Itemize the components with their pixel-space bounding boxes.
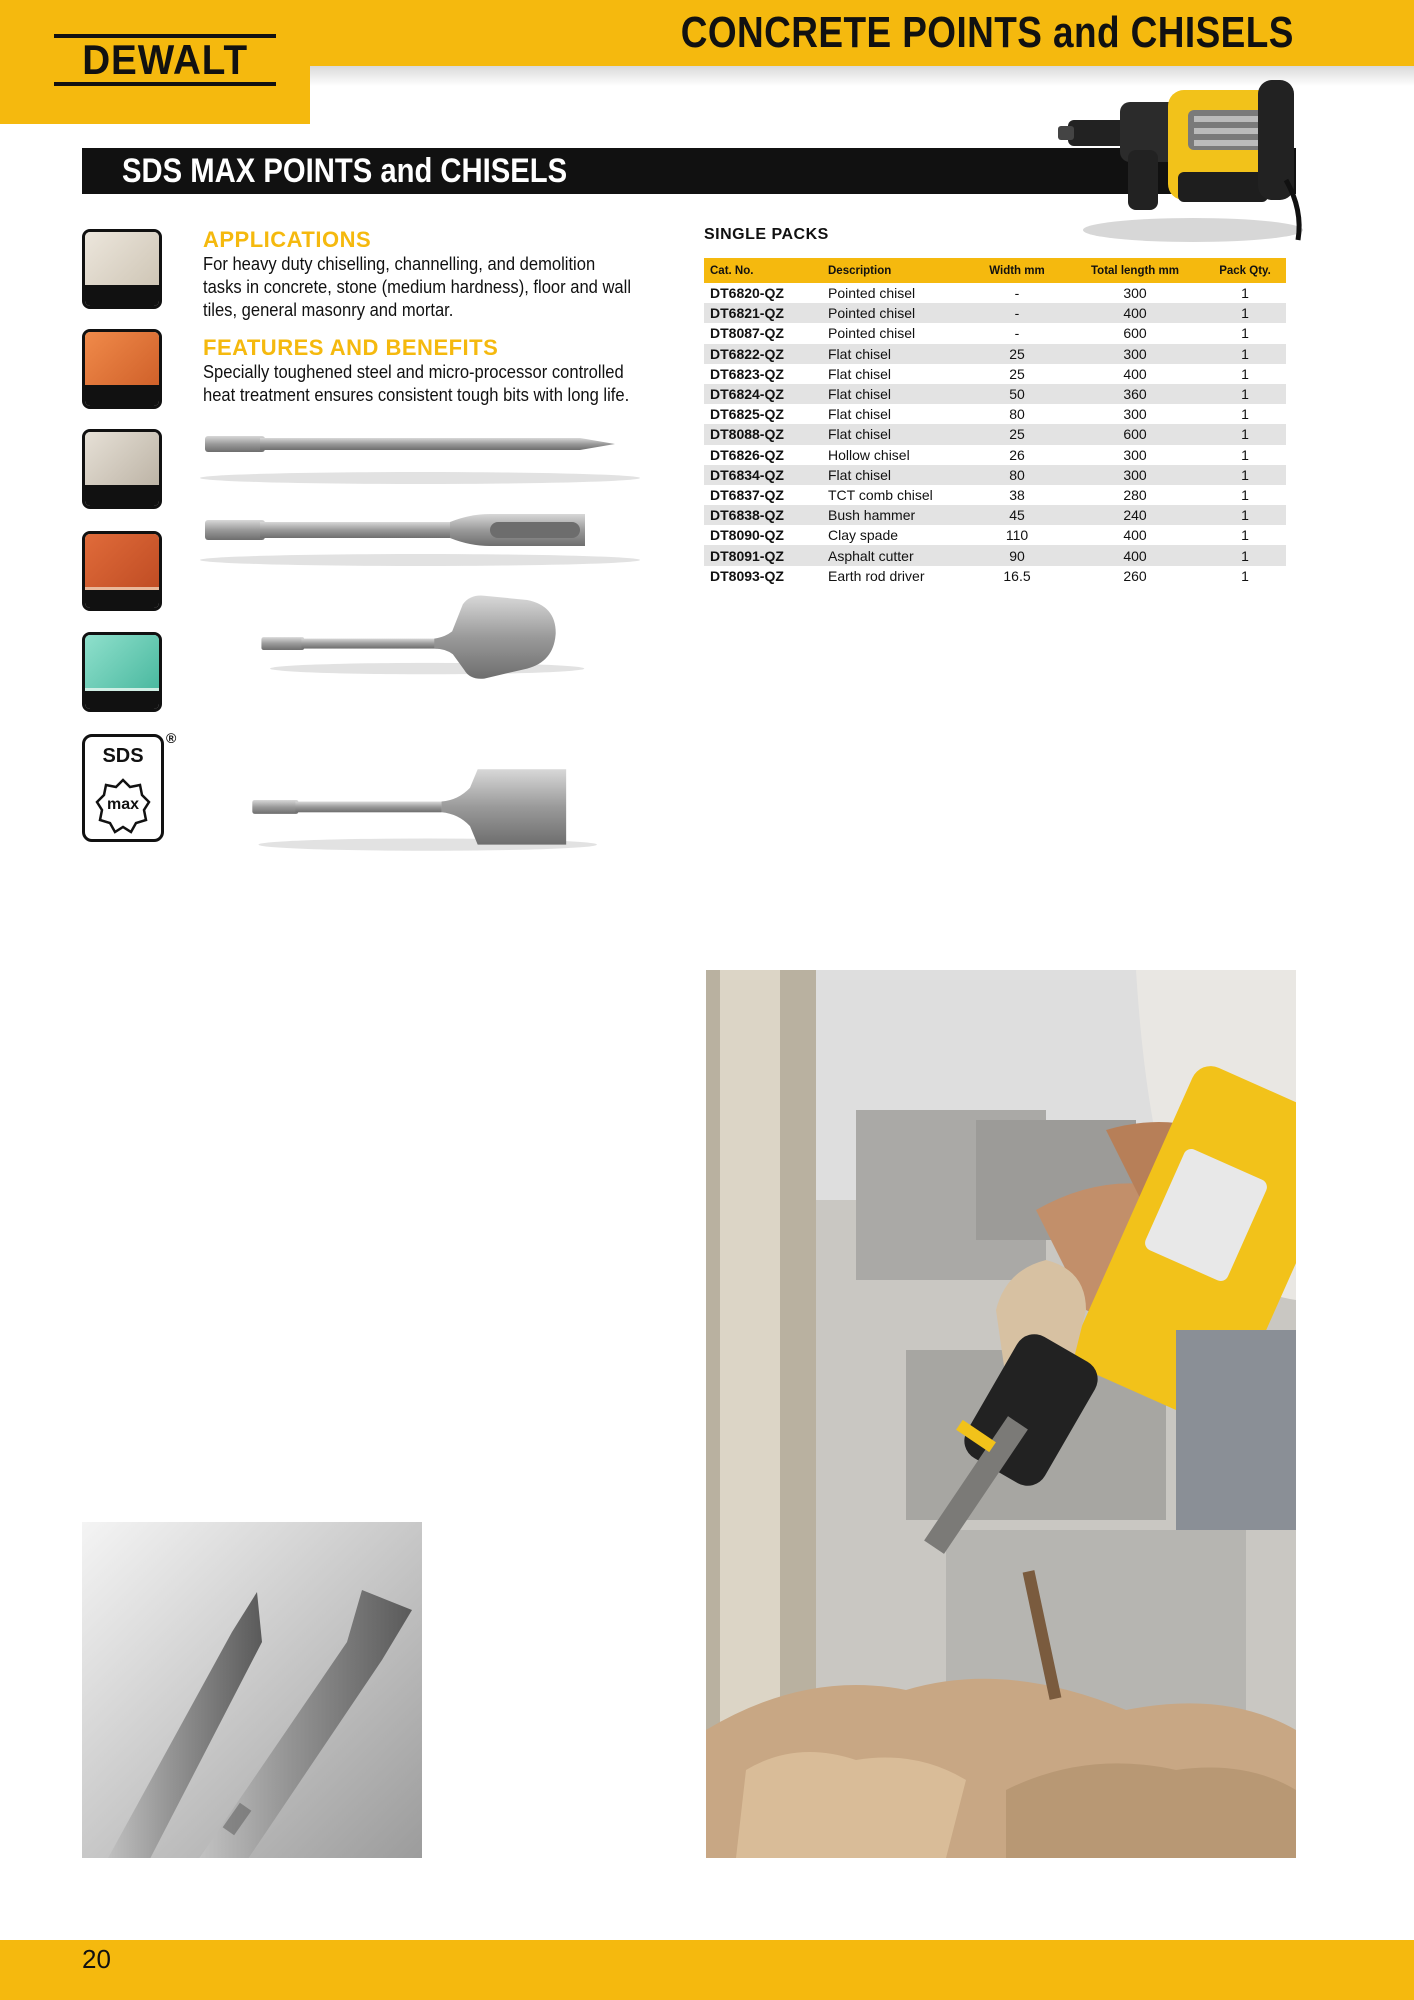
cell-description: Flat chisel	[828, 365, 892, 382]
cell-cat-no: DT6838-QZ	[704, 505, 822, 525]
cell-width: 16.5	[1003, 567, 1031, 584]
cell-pack-qty: 1	[1241, 446, 1249, 463]
glass-tile-swatch-icon	[82, 632, 162, 712]
table-row	[704, 283, 1286, 303]
worker-using-demolition-hammer-photo	[706, 970, 1296, 1858]
cell-description: Hollow chisel	[828, 446, 910, 463]
header-description: Description	[822, 258, 968, 283]
cell-cat-no: DT8088-QZ	[704, 424, 822, 444]
cell-pack-qty: 1	[1241, 365, 1249, 382]
sds-logo-bottom: max	[106, 796, 140, 813]
cell-cat-no: DT6821-QZ	[704, 303, 822, 323]
concrete-swatch-icon	[82, 229, 162, 309]
cell-width: 110	[1005, 527, 1029, 544]
cell-cat-no: DT6834-QZ	[704, 465, 822, 485]
header-width: Width mm	[968, 258, 1066, 283]
table-row	[704, 404, 1286, 424]
cell-cat-no: DT8087-QZ	[710, 325, 784, 342]
cell-description: Pointed chisel	[828, 325, 916, 342]
cell-description: Clay spade	[828, 527, 899, 544]
cell-description: Flat chisel	[822, 424, 968, 444]
chisel-closeup-photo	[82, 1522, 422, 1858]
cell-pack-qty: 1	[1204, 424, 1286, 444]
cell-cat-no: DT8091-QZ	[704, 545, 822, 565]
cell-cat-no: DT6825-QZ	[710, 406, 784, 423]
cell-width: -	[1014, 325, 1020, 342]
table-row	[704, 364, 1286, 384]
table-row	[704, 566, 1286, 586]
cell-total-length: 360	[1066, 384, 1204, 404]
header-cat-no: Cat. No.	[704, 258, 822, 283]
hammer-drill-image	[1058, 80, 1310, 250]
cell-pack-qty: 1	[1241, 325, 1249, 342]
brick-swatch-icon	[82, 329, 162, 409]
cell-width: 80	[968, 465, 1066, 485]
page-title: CONCRETE POINTS and CHISELS	[680, 8, 1294, 57]
table-row	[704, 384, 1286, 404]
cell-width: 45	[968, 505, 1066, 525]
cell-cat-no: DT6823-QZ	[710, 365, 784, 382]
cell-description: Pointed chisel	[828, 285, 916, 302]
table-row	[704, 445, 1286, 465]
table-header-row	[704, 258, 1286, 283]
cell-width: 25	[968, 424, 1066, 444]
cell-total-length: 300	[1066, 465, 1204, 485]
table-caption: SINGLE PACKS	[704, 226, 829, 243]
cell-description: Flat chisel	[822, 465, 968, 485]
cell-cat-no: DT6826-QZ	[710, 446, 784, 463]
cell-width: -	[968, 303, 1066, 323]
table-row	[704, 424, 1286, 444]
cell-total-length: 280	[1123, 486, 1147, 503]
cell-pack-qty: 1	[1204, 465, 1286, 485]
spec-table	[704, 258, 1286, 586]
cell-cat-no: DT6824-QZ	[704, 384, 822, 404]
cell-description: Earth rod driver	[828, 567, 925, 584]
cell-pack-qty: 1	[1241, 567, 1249, 584]
cell-pack-qty: 1	[1241, 527, 1249, 544]
cell-width: 50	[968, 384, 1066, 404]
cell-total-length: 300	[1066, 344, 1204, 364]
header-total-length: Total length mm	[1066, 258, 1204, 283]
features-heading: FEATURES AND BENEFITS	[203, 335, 499, 360]
cell-description: TCT comb chisel	[828, 486, 933, 503]
table-body	[704, 283, 1286, 586]
table-row	[704, 344, 1286, 364]
clay-spade-image	[190, 590, 650, 690]
footer-band	[0, 1940, 1414, 2000]
cell-cat-no: DT6837-QZ	[710, 486, 784, 503]
cell-pack-qty: 1	[1241, 285, 1249, 302]
cell-width: -	[1014, 285, 1020, 302]
table-row	[704, 323, 1286, 343]
cell-total-length: 400	[1066, 303, 1204, 323]
cell-pack-qty: 1	[1241, 486, 1249, 503]
sds-logo-top: SDS	[102, 745, 144, 767]
cell-description: Pointed chisel	[822, 303, 968, 323]
cell-cat-no: DT8093-QZ	[710, 567, 784, 584]
cell-total-length: 600	[1123, 325, 1147, 342]
applications-text: For heavy duty chiselling, channelling, and demolition tasks in concrete, stone (medium hardness), floor and wall tiles, general masonry and mortar.	[203, 254, 632, 320]
cell-description: Bush hammer	[822, 505, 968, 525]
section-title: SDS MAX POINTS and CHISELS	[122, 152, 568, 190]
cell-description: Asphalt cutter	[822, 545, 968, 565]
cell-width: 80	[1009, 406, 1025, 423]
applications-heading: APPLICATIONS	[203, 227, 372, 252]
cell-pack-qty: 1	[1204, 545, 1286, 565]
cell-pack-qty: 1	[1241, 406, 1249, 423]
table-row	[704, 485, 1286, 505]
flat-chisel-image	[190, 760, 650, 860]
registered-mark: ®	[166, 730, 177, 746]
sds-max-logo	[82, 734, 164, 842]
hollow-chisel-image	[190, 500, 650, 600]
cell-total-length: 300	[1123, 406, 1147, 423]
table-row	[704, 545, 1286, 565]
cell-total-length: 300	[1123, 446, 1147, 463]
cell-width: 90	[968, 545, 1066, 565]
table-row	[704, 505, 1286, 525]
cell-total-length: 400	[1123, 365, 1147, 382]
cell-total-length: 300	[1123, 285, 1147, 302]
cell-total-length: 260	[1123, 567, 1147, 584]
header-pack-qty: Pack Qty.	[1204, 258, 1286, 283]
cell-pack-qty: 1	[1204, 384, 1286, 404]
tile-swatch-icon	[82, 531, 162, 611]
cell-description: Flat chisel	[828, 406, 892, 423]
cell-pack-qty: 1	[1204, 344, 1286, 364]
table-row	[704, 303, 1286, 323]
table-row	[704, 525, 1286, 545]
cell-cat-no: DT6820-QZ	[710, 285, 784, 302]
cell-description: Flat chisel	[822, 344, 968, 364]
cell-pack-qty: 1	[1204, 505, 1286, 525]
cell-width: 25	[968, 344, 1066, 364]
features-text: Specially toughened steel and micro-processor controlled heat treatment ensures consistent tough bits with long life.	[203, 362, 630, 405]
cell-cat-no: DT6822-QZ	[704, 344, 822, 364]
stone-swatch-icon	[82, 429, 162, 509]
cell-total-length: 600	[1066, 424, 1204, 444]
cell-total-length: 400	[1066, 545, 1204, 565]
cell-pack-qty: 1	[1204, 303, 1286, 323]
dewalt-logo[interactable]	[54, 34, 276, 86]
page-number: 20	[82, 1944, 111, 1974]
cell-width: 25	[1009, 365, 1025, 382]
logo-text: DEWALT	[82, 36, 248, 83]
cell-total-length: 400	[1123, 527, 1147, 544]
table-row	[704, 465, 1286, 485]
cell-width: 38	[1009, 486, 1025, 503]
cell-cat-no: DT8090-QZ	[710, 527, 784, 544]
cell-width: 26	[1009, 446, 1025, 463]
cell-description: Flat chisel	[822, 384, 968, 404]
cell-total-length: 240	[1066, 505, 1204, 525]
